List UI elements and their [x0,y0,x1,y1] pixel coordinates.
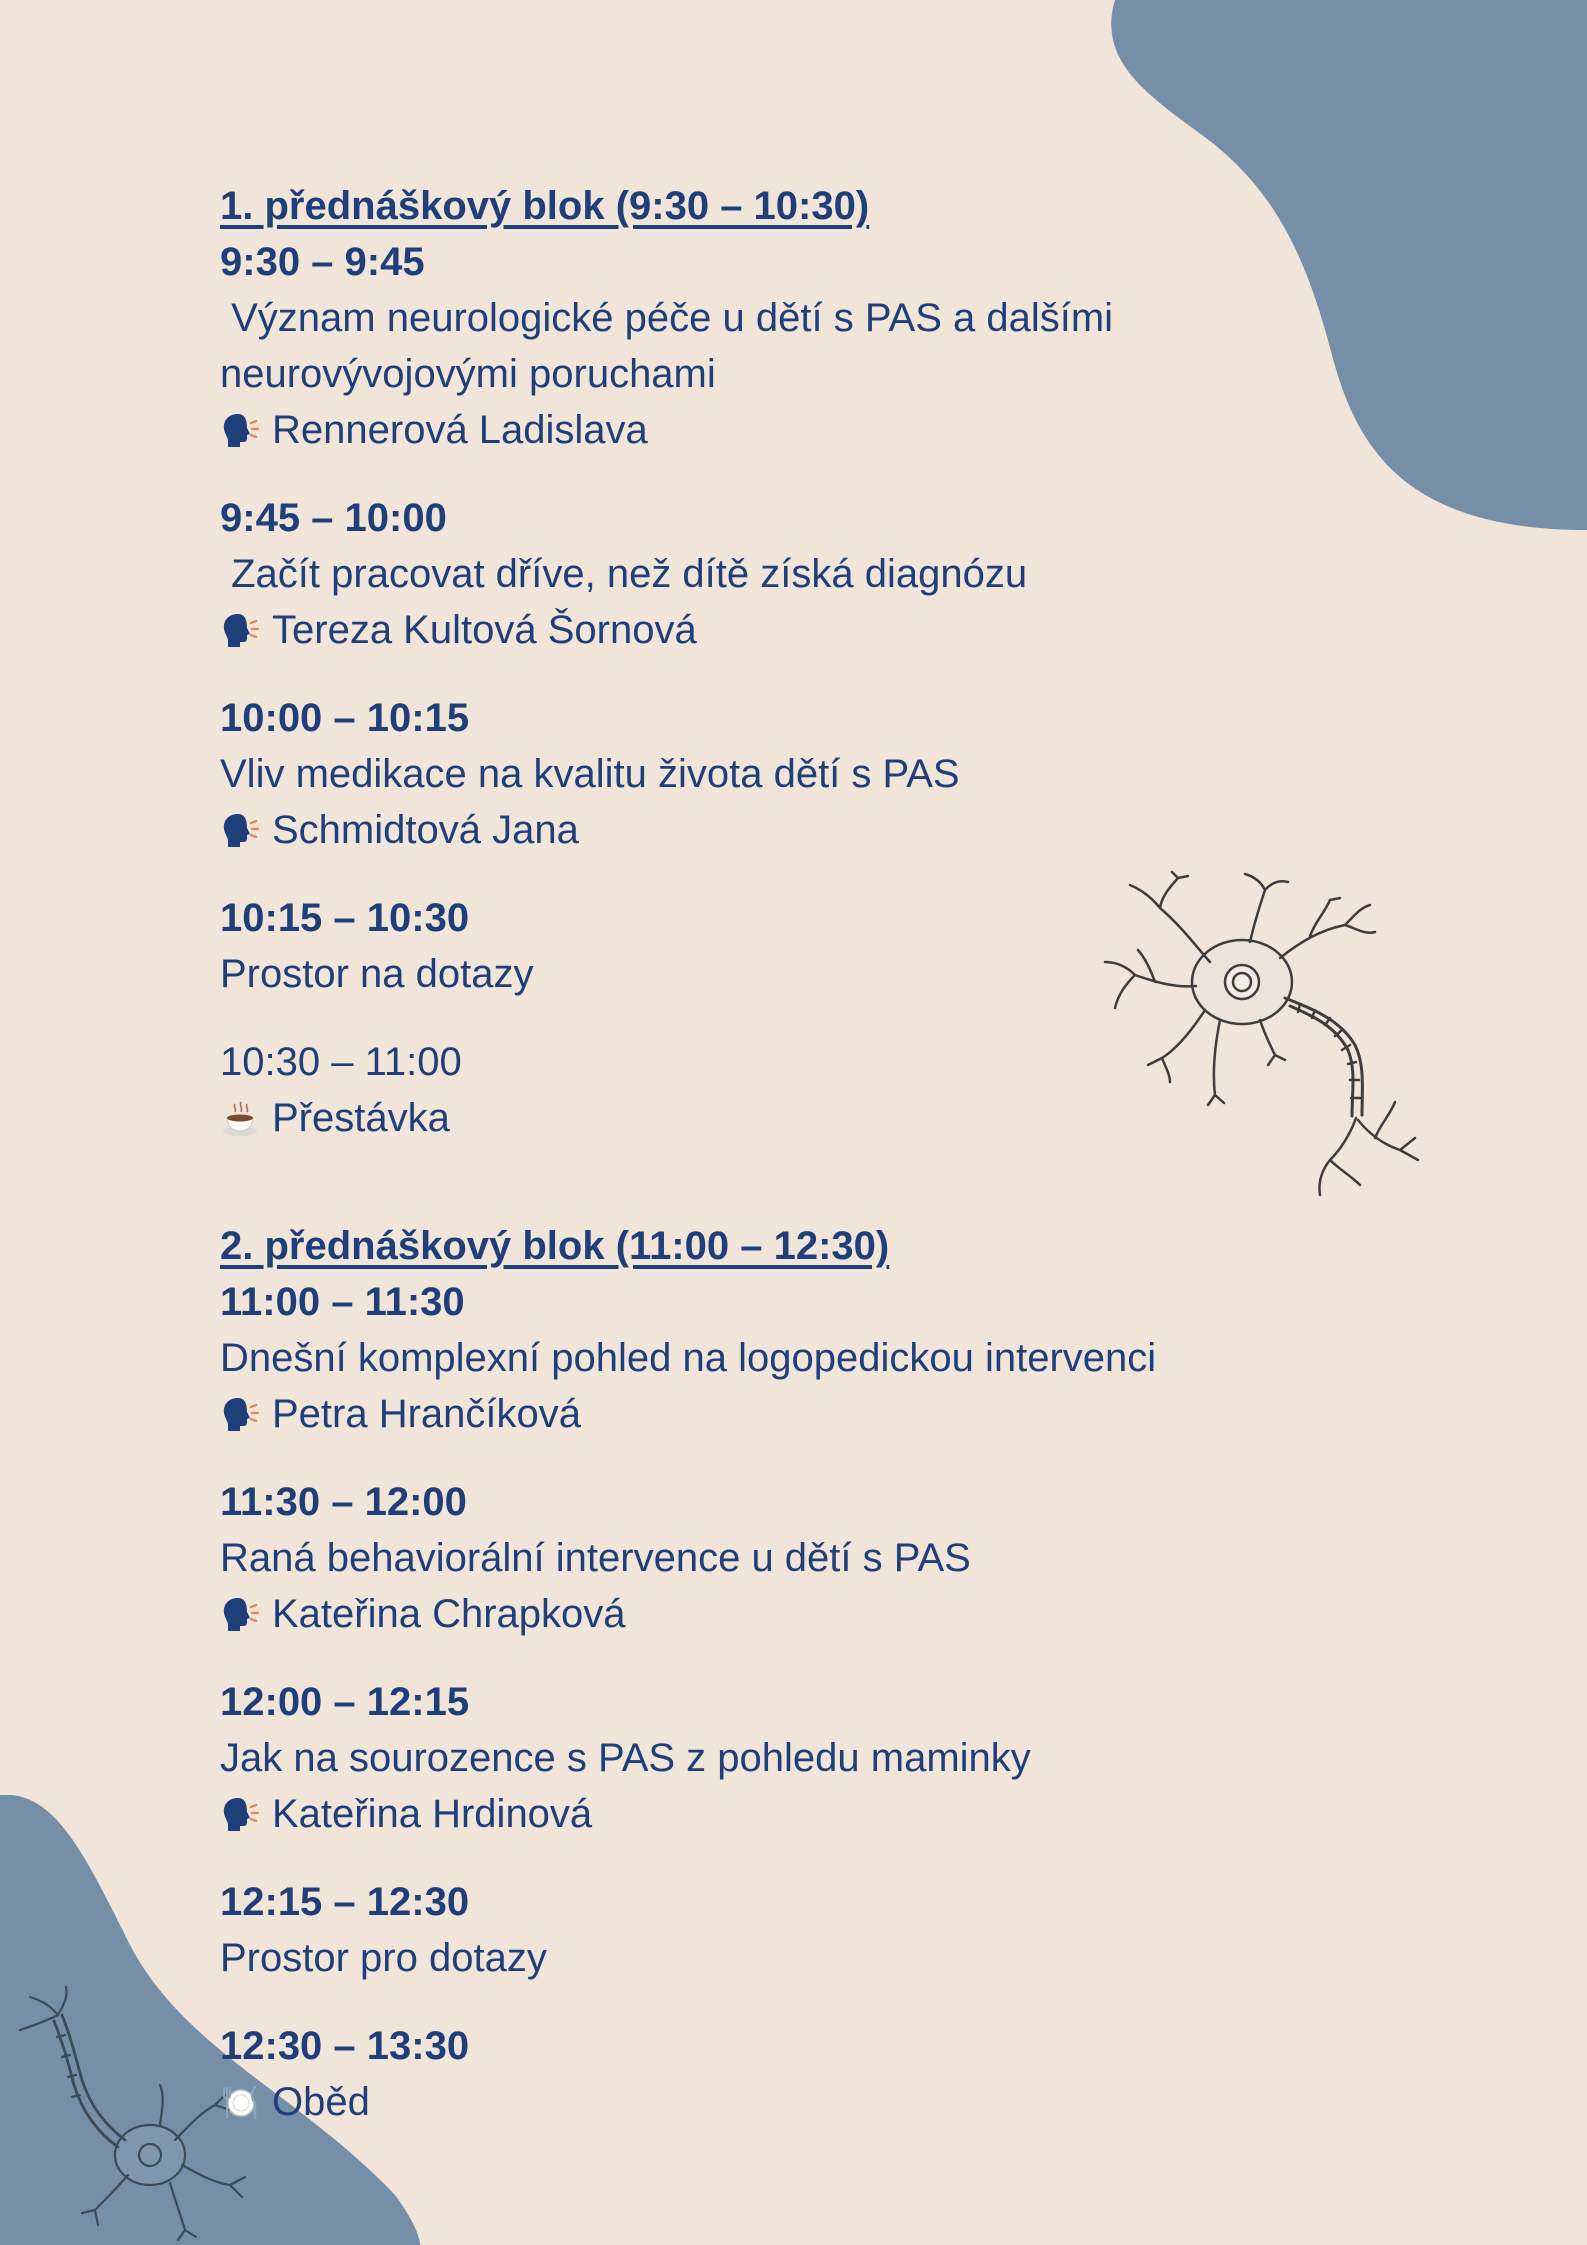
speaking-head-icon [220,1594,260,1634]
speaking-head-icon [220,1794,260,1834]
slot-time: 10:00 – 10:15 [220,696,470,740]
schedule-slot [220,490,1320,658]
speaking-head-icon [220,610,260,650]
speaking-head-icon [220,810,260,850]
schedule-slot [220,1274,1320,1442]
speaker-line [220,1586,1320,1642]
block-title: 1. přednáškový blok (9:30 – 10:30) [220,184,870,228]
slot-title: Význam neurologické péče u dětí s PAS a dalšími [220,296,1114,340]
speaker-name: Rennerová Ladislava [272,408,648,452]
schedule-slot [220,1874,1320,1986]
schedule-slot [220,690,1320,858]
speaker-name: Tereza Kultová Šornová [272,608,697,652]
lecture-block-1 [220,178,1320,1146]
break-slot [220,1034,1320,1146]
slot-time: 9:30 – 9:45 [220,240,425,284]
lecture-block-2 [220,1218,1320,2130]
lunch-time: 12:30 – 13:30 [220,2024,470,2068]
slot-time: 12:00 – 12:15 [220,1680,470,1724]
slot-title: Dnešní komplexní pohled na logopedickou intervenci [220,1336,1157,1380]
plate-cutlery-icon [220,2082,260,2122]
speaker-line [220,602,1320,658]
program-schedule [220,178,1320,2162]
slot-time: 11:00 – 11:30 [220,1280,465,1324]
slot-title: Jak na sourozence s PAS z pohledu maminky [220,1736,1031,1780]
speaker-line [220,1786,1320,1842]
speaker-line [220,802,1320,858]
schedule-slot [220,890,1320,1002]
speaker-name: Petra Hrančíková [272,1392,582,1436]
slot-title: Prostor na dotazy [220,952,534,996]
slot-time: 10:15 – 10:30 [220,896,470,940]
break-line [220,1090,1320,1146]
slot-time: 9:45 – 10:00 [220,496,447,540]
slot-title: Začít pracovat dříve, než dítě získá diagnózu [220,552,1028,596]
lunch-label: Oběd [272,2080,370,2124]
slot-title: Vliv medikace na kvalitu života dětí s PAS [220,752,960,796]
coffee-icon [220,1098,260,1138]
slot-title: Raná behaviorální intervence u dětí s PAS [220,1536,971,1580]
speaker-name: Kateřina Chrapková [272,1592,626,1636]
speaker-line [220,1386,1320,1442]
speaking-head-icon [220,410,260,450]
schedule-slot [220,1474,1320,1642]
break-time: 10:30 – 11:00 [220,1040,462,1084]
block-title: 2. přednáškový blok (11:00 – 12:30) [220,1224,890,1268]
slot-title: neurovývojovými poruchami [220,352,716,396]
speaker-line [220,402,1320,458]
speaker-name: Schmidtová Jana [272,808,579,852]
slot-time: 12:15 – 12:30 [220,1880,470,1924]
schedule-slot [220,1674,1320,1842]
schedule-slot [220,234,1320,458]
lunch-slot [220,2018,1320,2130]
slot-time: 11:30 – 12:00 [220,1480,467,1524]
break-label: Přestávka [272,1096,450,1140]
speaking-head-icon [220,1394,260,1434]
lunch-line [220,2074,1320,2130]
speaker-name: Kateřina Hrdinová [272,1792,593,1836]
slot-title: Prostor pro dotazy [220,1936,547,1980]
